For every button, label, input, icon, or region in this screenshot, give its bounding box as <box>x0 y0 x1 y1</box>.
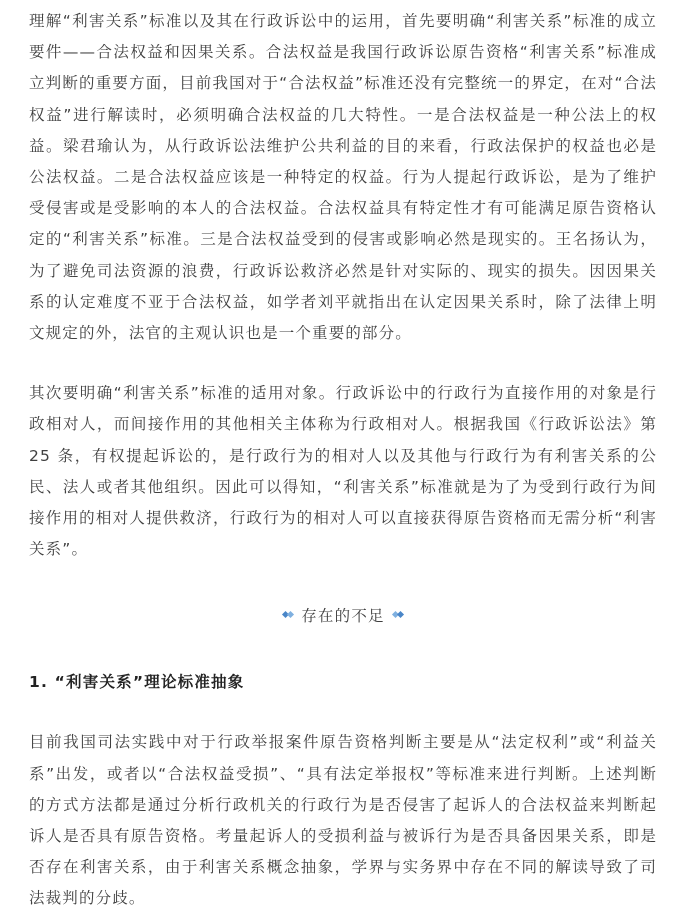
paragraph-applicable-objects: 其次要明确“利害关系”标准的适用对象。行政诉讼中的行政行为直接作用的对象是行政相对人，而间接作用的其他相关主体称为行政相对人。根据我国《行政诉讼法》第 25 条，有权提起诉讼的，是行政行为的相对人以及其他与行政行为有利害关系的公民、法人或者其他组织。因此可以得知，“利害关系”标准就是为了为受到行政行为间接作用的相对人提供救济，行政行为的相对人可以直接获得原告资格而无需分析“利害关系”。 <box>29 384 657 559</box>
subheading-abstract-standard: 1. “利害关系”理论标准抽象 <box>29 673 245 692</box>
paragraph-elements-of-interest-relation: 理解“利害关系”标准以及其在行政诉讼中的运用，首先要明确“利害关系”标准的成立要件——合法权益和因果关系。合法权益是我国行政诉讼原告资格“利害关系”标准成立判断的重要方面，目前我国对于“合法权益”标准还没有完整统一的界定，在对“合法权益”进行解读时，必须明确合法权益的几大特性。一是合法权益是一种公法上的权益。梁君瑜认为，从行政诉讼法维护公共利益的目的来看，行政法保护的权益也必是公法权益。二是合法权益应该是一种特定的权益。行为人提起行政诉讼，是为了维护受侵害或是受影响的本人的合法权益。合法权益具有特定性才有可能满足原告资格认定的“利害关系”标准。三是合法权益受到的侵害或影响必然是现实的。王名扬认为，为了避免司法资源的浪费，行政诉讼救济必然是针对实际的、现实的损失。因因果关系的认定难度不亚于合法权益，如学者刘平就指出在认定因果关系时，除了法律上明文规定的外，法官的主观认识也是一个重要的部分。 <box>29 12 657 343</box>
diamond-decoration-icon <box>391 609 403 621</box>
section-divider <box>29 600 657 630</box>
paragraph-judicial-practice: 目前我国司法实践中对于行政举报案件原告资格判断主要是从“法定权利”或“利益关系”出发，或者以“合法权益受损”、“具有法定举报权”等标准来进行判断。上述判断的方式方法都是通过分析行政机关的行政行为是否侵害了起诉人的合法权益来判断起诉人是否具有原告资格。考量起诉人的受损利益与被诉行为是否具备因果关系，即是否存在利害关系，由于利害关系概念抽象，学界与实务界中存在不同的解读导致了司法裁判的分歧。 <box>29 733 657 908</box>
section-title: 存在的不足 <box>301 607 385 626</box>
diamond-decoration-icon <box>283 609 295 621</box>
